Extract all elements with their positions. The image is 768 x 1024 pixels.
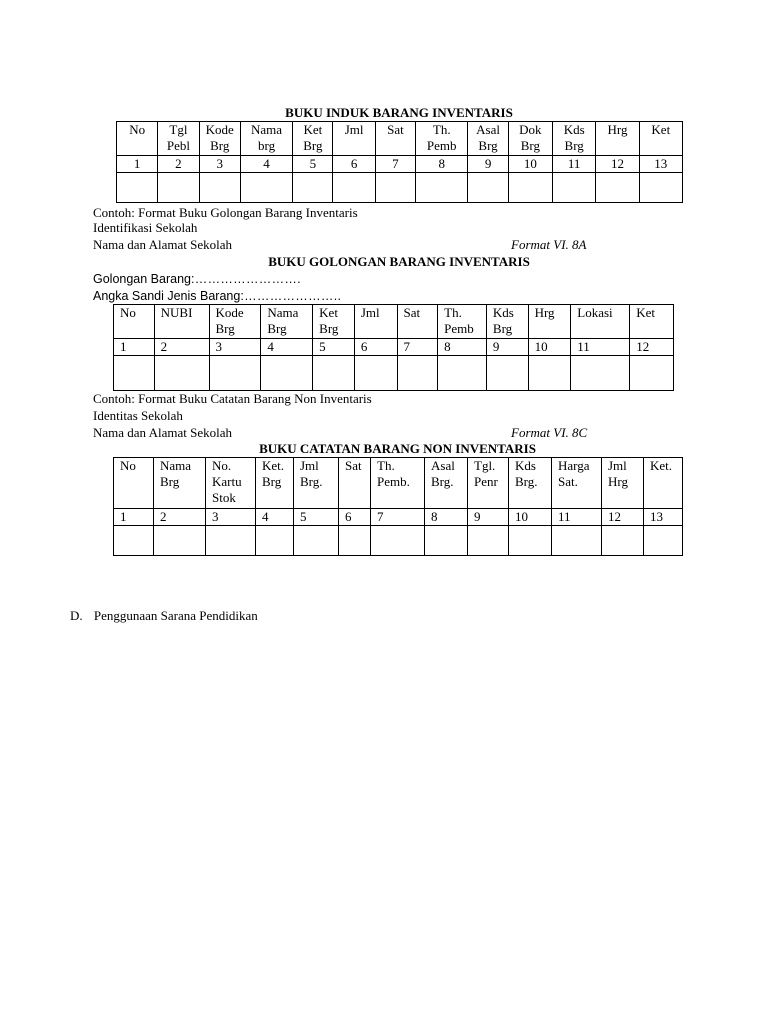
- angka-sandi-line: [93, 288, 341, 304]
- table1-title: BUKU INDUK BARANG INVENTARIS: [285, 105, 513, 120]
- number-cell: 8: [416, 156, 468, 173]
- empty-cell: [261, 356, 313, 391]
- empty-cell: [117, 173, 158, 203]
- empty-cell: [508, 173, 552, 203]
- school-identity-label: Identitas Sekolah: [93, 408, 183, 423]
- header-cell: Tgl. Penr: [468, 458, 509, 509]
- empty-cell: [371, 526, 425, 556]
- header-cell: Jml Brg.: [294, 458, 339, 509]
- empty-cell: [158, 173, 199, 203]
- table-number-row: [114, 339, 674, 356]
- header-cell: Kds Brg: [486, 305, 528, 339]
- empty-cell: [571, 356, 630, 391]
- school-name-address-label: Nama dan Alamat Sekolah: [93, 237, 232, 252]
- header-cell: Nama Brg: [154, 458, 206, 509]
- header-cell: Th. Pemb: [438, 305, 487, 339]
- empty-cell: [468, 173, 508, 203]
- golongan-barang-line: [93, 271, 301, 287]
- empty-cell: [596, 173, 639, 203]
- empty-cell: [240, 173, 292, 203]
- school-name-address-label-2: Nama dan Alamat Sekolah: [93, 425, 232, 440]
- header-cell: Sat: [375, 122, 415, 156]
- empty-cell: [114, 526, 154, 556]
- school-identification-label: Identifikasi Sekolah: [93, 220, 198, 235]
- header-cell: Hrg: [596, 122, 639, 156]
- header-cell: Asal Brg.: [425, 458, 468, 509]
- header-cell: Ket Brg: [313, 305, 355, 339]
- number-cell: 7: [371, 509, 425, 526]
- empty-cell: [528, 356, 571, 391]
- section-d-marker: D.: [70, 608, 83, 623]
- section-d-title: Penggunaan Sarana Pendidikan: [93, 608, 258, 623]
- number-cell: 12: [596, 156, 639, 173]
- number-cell: 12: [630, 339, 674, 356]
- number-cell: 9: [486, 339, 528, 356]
- section-d-heading: [70, 608, 258, 624]
- number-cell: 8: [425, 509, 468, 526]
- table2-title: BUKU GOLONGAN BARANG INVENTARIS: [268, 254, 530, 269]
- header-cell: Asal Brg: [468, 122, 508, 156]
- header-cell: Kode Brg: [199, 122, 240, 156]
- inventory-master-table: [116, 121, 683, 203]
- table-header-row: [117, 122, 683, 156]
- header-cell: Sat: [339, 458, 371, 509]
- empty-cell: [154, 526, 206, 556]
- header-cell: Th. Pemb: [416, 122, 468, 156]
- header-cell: Jml: [354, 305, 397, 339]
- header-cell: Nama Brg: [261, 305, 313, 339]
- header-cell: Lokasi: [571, 305, 630, 339]
- number-cell: 1: [117, 156, 158, 173]
- header-cell: Sat: [397, 305, 438, 339]
- number-cell: 2: [154, 509, 206, 526]
- empty-cell: [313, 356, 355, 391]
- empty-cell: [294, 526, 339, 556]
- empty-cell: [416, 173, 468, 203]
- empty-cell: [397, 356, 438, 391]
- number-cell: 1: [114, 509, 154, 526]
- number-cell: 11: [553, 156, 596, 173]
- number-cell: 6: [339, 509, 371, 526]
- inventory-group-table: [113, 304, 674, 391]
- table-number-row: [117, 156, 683, 173]
- number-cell: 4: [256, 509, 294, 526]
- number-cell: 5: [294, 509, 339, 526]
- header-cell: Ket: [639, 122, 682, 156]
- number-cell: 9: [468, 156, 508, 173]
- table-empty-row: [114, 526, 683, 556]
- number-cell: 5: [293, 156, 333, 173]
- table-header-row: [114, 458, 683, 509]
- header-cell: Jml Hrg: [602, 458, 644, 509]
- empty-cell: [339, 526, 371, 556]
- empty-cell: [354, 356, 397, 391]
- header-cell: Nama brg: [240, 122, 292, 156]
- table-header-row: [114, 305, 674, 339]
- header-cell: Hrg: [528, 305, 571, 339]
- header-cell: Ket Brg: [293, 122, 333, 156]
- empty-cell: [333, 173, 375, 203]
- header-cell: Jml: [333, 122, 375, 156]
- empty-cell: [602, 526, 644, 556]
- number-cell: 4: [240, 156, 292, 173]
- header-cell: No: [114, 458, 154, 509]
- number-cell: 11: [552, 509, 602, 526]
- number-cell: 8: [438, 339, 487, 356]
- empty-cell: [199, 173, 240, 203]
- empty-cell: [639, 173, 682, 203]
- header-cell: Ket.: [644, 458, 683, 509]
- table-number-row: [114, 509, 683, 526]
- table-empty-row: [117, 173, 683, 203]
- number-cell: 7: [375, 156, 415, 173]
- format-8c-label: Format VI. 8C: [511, 425, 588, 440]
- example-8c-caption: Contoh: Format Buku Catatan Barang Non Inventaris: [93, 391, 372, 406]
- empty-cell: [114, 356, 155, 391]
- angka-sandi-label: Angka Sandi Jenis Barang: [93, 289, 241, 303]
- empty-cell: [509, 526, 552, 556]
- number-cell: 2: [154, 339, 209, 356]
- empty-cell: [553, 173, 596, 203]
- number-cell: 12: [602, 509, 644, 526]
- number-cell: 3: [209, 339, 261, 356]
- number-cell: 6: [354, 339, 397, 356]
- format-8a-label: Format VI. 8A: [511, 237, 587, 252]
- golongan-barang-label: Golongan Barang: [93, 272, 191, 286]
- number-cell: 11: [571, 339, 630, 356]
- empty-cell: [293, 173, 333, 203]
- empty-cell: [630, 356, 674, 391]
- empty-cell: [209, 356, 261, 391]
- header-cell: Th. Pemb.: [371, 458, 425, 509]
- golongan-barang-dots: :…………………….: [191, 272, 301, 286]
- number-cell: 3: [199, 156, 240, 173]
- number-cell: 10: [508, 156, 552, 173]
- header-cell: No: [117, 122, 158, 156]
- number-cell: 4: [261, 339, 313, 356]
- header-cell: Kds Brg: [553, 122, 596, 156]
- header-cell: Kode Brg: [209, 305, 261, 339]
- header-cell: Ket: [630, 305, 674, 339]
- table-empty-row: [114, 356, 674, 391]
- header-cell: Ket. Brg: [256, 458, 294, 509]
- empty-cell: [644, 526, 683, 556]
- header-cell: Dok Brg: [508, 122, 552, 156]
- header-cell: No. Kartu Stok: [206, 458, 256, 509]
- header-cell: Kds Brg.: [509, 458, 552, 509]
- number-cell: 13: [644, 509, 683, 526]
- header-cell: Tgl Pebl: [158, 122, 199, 156]
- number-cell: 2: [158, 156, 199, 173]
- empty-cell: [486, 356, 528, 391]
- empty-cell: [206, 526, 256, 556]
- non-inventory-record-table: [113, 457, 683, 556]
- header-cell: NUBI: [154, 305, 209, 339]
- empty-cell: [154, 356, 209, 391]
- number-cell: 1: [114, 339, 155, 356]
- angka-sandi-dots: :…………………..: [240, 289, 342, 303]
- example-8a-caption: Contoh: Format Buku Golongan Barang Inventaris: [93, 205, 358, 220]
- table3-title: BUKU CATATAN BARANG NON INVENTARIS: [259, 441, 536, 456]
- number-cell: 3: [206, 509, 256, 526]
- number-cell: 10: [528, 339, 571, 356]
- number-cell: 10: [509, 509, 552, 526]
- empty-cell: [256, 526, 294, 556]
- number-cell: 7: [397, 339, 438, 356]
- empty-cell: [438, 356, 487, 391]
- empty-cell: [375, 173, 415, 203]
- empty-cell: [468, 526, 509, 556]
- number-cell: 9: [468, 509, 509, 526]
- number-cell: 5: [313, 339, 355, 356]
- empty-cell: [552, 526, 602, 556]
- empty-cell: [425, 526, 468, 556]
- header-cell: Harga Sat.: [552, 458, 602, 509]
- number-cell: 13: [639, 156, 682, 173]
- header-cell: No: [114, 305, 155, 339]
- number-cell: 6: [333, 156, 375, 173]
